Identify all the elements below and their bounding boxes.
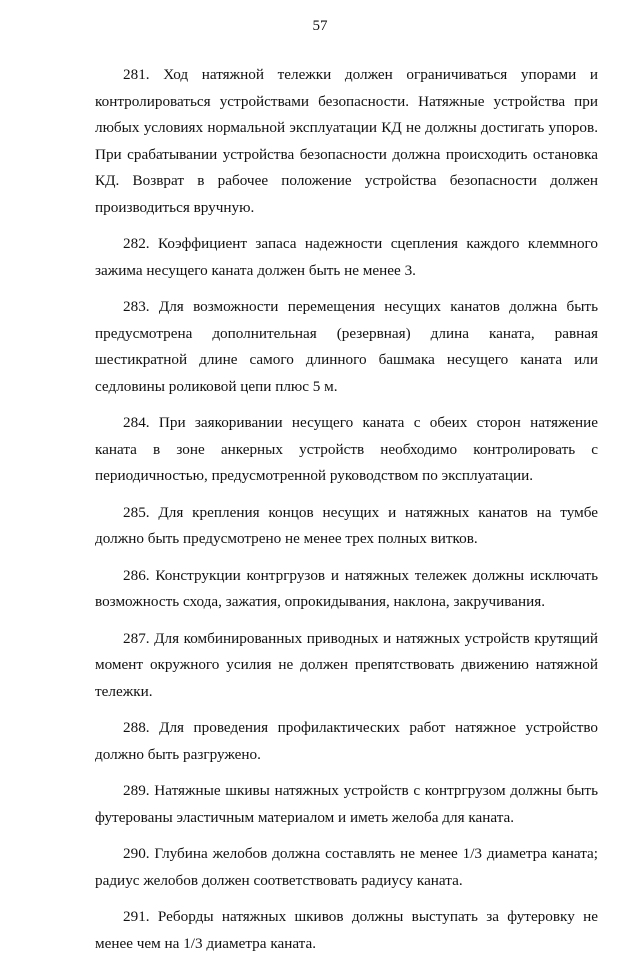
- paragraph-284: 284. При заякоривании несущего каната с обеих сторон натяжение каната в зоне анкерных устройств необходимо контролировать с периодичностью, предусмотренной руководством по эксплуатации.: [95, 414, 598, 484]
- paragraph-291: 291. Реборды натяжных шкивов должны выступать за футеровку не менее чем на 1/3 диаметра каната.: [95, 908, 598, 952]
- paragraph-288: 288. Для проведения профилактических работ натяжное устройство должно быть разгружено.: [95, 719, 598, 763]
- paragraph-290: 290. Глубина желобов должна составлять не менее 1/3 диаметра каната; радиус желобов должен соответствовать радиусу каната.: [95, 845, 598, 889]
- paragraph-287: 287. Для комбинированных приводных и натяжных устройств крутящий момент окружного усилия не должен препятствовать движению натяжной тележки.: [95, 629, 598, 700]
- paragraph-286: 286. Конструкции контргрузов и натяжных тележек должны исключать возможность схода, зажатия, опрокидывания, наклона, закручивания.: [95, 566, 598, 610]
- paragraph-283: 283. Для возможности перемещения несущих канатов должна быть предусмотрена дополнительная (резервная) длина каната, равная шестикратной длине самого длинного башмака несущего каната или седловины роликовой цепи плюс 5 м.: [95, 298, 598, 395]
- paragraph-289: 289. Натяжные шкивы натяжных устройств с контргрузом должны быть футерованы эластичным материалом и иметь желоба для каната.: [95, 782, 598, 826]
- page-number: 57: [312, 18, 328, 34]
- paragraph-281: 281. Ход натяжной тележки должен ограничиваться упорами и контролироваться устройствами безопасности. Натяжные устройства при любых условиях нормальной эксплуатации КД не должны достигать упоров. При срабатывании устройства безопасности должна происходить остановка КД. Возврат в рабочее положение устройства безопасности должен производиться вручную.: [95, 66, 598, 216]
- paragraph-285: 285. Для крепления концов несущих и натяжных канатов на тумбе должно быть предусмотрено не менее трех полных витков.: [95, 503, 598, 547]
- paragraph-282: 282. Коэффициент запаса надежности сцепления каждого клеммного зажима несущего каната должен быть не менее 3.: [95, 235, 598, 279]
- document-body: [95, 62, 598, 965]
